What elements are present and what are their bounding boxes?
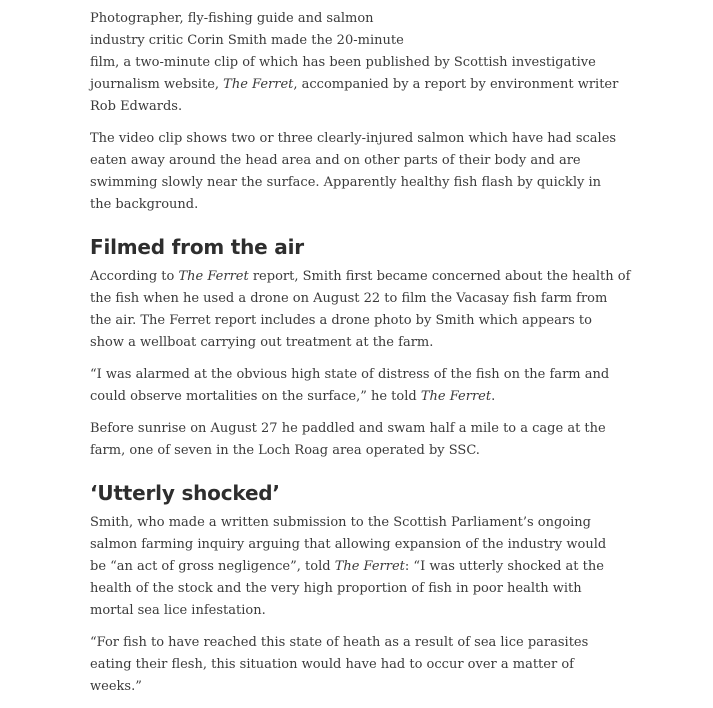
text-line: Photographer, fly-fishing guide and salmon [90, 11, 374, 26]
publication-name: The Ferret [334, 559, 405, 574]
publication-name: The Ferret [178, 269, 249, 284]
text-line: eating their flesh, this situation would have had to occur over a matter of [90, 657, 574, 672]
section-heading-shocked: ‘Utterly shocked’ [90, 481, 280, 505]
text-fragment: . [491, 389, 496, 404]
text-line: the fish when he used a drone on August 22 to film the Vacasay fish farm from [90, 291, 608, 306]
text-line: industry critic Corin Smith made the 20-minute [90, 33, 404, 48]
text-line: the background. [90, 197, 199, 212]
text-line: Before sunrise on August 27 he paddled and swam half a mile to a cage at the [90, 421, 606, 436]
text-line: show a wellboat carrying out treatment at the farm. [90, 335, 434, 350]
text-fragment: According to [90, 269, 179, 284]
text-line: “I was alarmed at the obvious high state of distress of the fish on the farm and [90, 367, 610, 382]
sunrise-paragraph [90, 418, 606, 462]
text-line: swimming slowly near the surface. Apparently healthy fish flash by quickly in [90, 175, 602, 190]
text-fragment: , accompanied by a report by environment writer [293, 77, 619, 92]
quote-paragraph [90, 364, 610, 408]
intro-paragraph [90, 8, 619, 118]
text-line: eaten away around the head area and on other parts of their body and are [90, 153, 581, 168]
text-line [90, 386, 550, 408]
text-line: salmon farming inquiry arguing that allowing expansion of the industry would [90, 537, 607, 552]
text-line: weeks.” [90, 679, 142, 694]
text-line: mortal sea lice infestation. [90, 603, 266, 618]
text-line: Rob Edwards. [90, 99, 183, 114]
text-line: Smith, who made a written submission to the Scottish Parliament’s ongoing [90, 515, 591, 530]
publication-name: The Ferret [420, 389, 492, 404]
drone-paragraph [90, 266, 631, 354]
text-line: health of the stock and the very high proportion of fish in poor health with [90, 581, 582, 596]
text-fragment: be “an act of gross negligence”, told [90, 559, 335, 574]
text-line [90, 74, 619, 96]
text-line [90, 266, 631, 288]
text-line: The video clip shows two or three clearly-injured salmon which have had scales [90, 131, 617, 146]
text-line: farm, one of seven in the Loch Roag area operated by SSC. [90, 443, 480, 458]
publication-name: The Ferret [223, 77, 294, 92]
text-line [90, 556, 604, 578]
section-heading-filmed: Filmed from the air [90, 235, 304, 259]
text-fragment: could observe mortalities on the surface,” he told [90, 389, 421, 404]
closing-quote-paragraph [90, 632, 589, 698]
submission-paragraph [90, 512, 607, 622]
text-line: the air. The Ferret report includes a drone photo by Smith which appears to [90, 313, 592, 328]
article-body [90, 8, 631, 708]
text-fragment: journalism website, [90, 77, 224, 92]
text-line: “For fish to have reached this state of heath as a result of sea lice parasites [90, 635, 589, 650]
video-description-paragraph [90, 128, 617, 216]
text-line: film, a two-minute clip of which has been published by Scottish investigative [90, 55, 596, 70]
text-fragment: : “I was utterly shocked at the [404, 559, 604, 574]
text-fragment: report, Smith first became concerned about the health of [248, 269, 631, 284]
